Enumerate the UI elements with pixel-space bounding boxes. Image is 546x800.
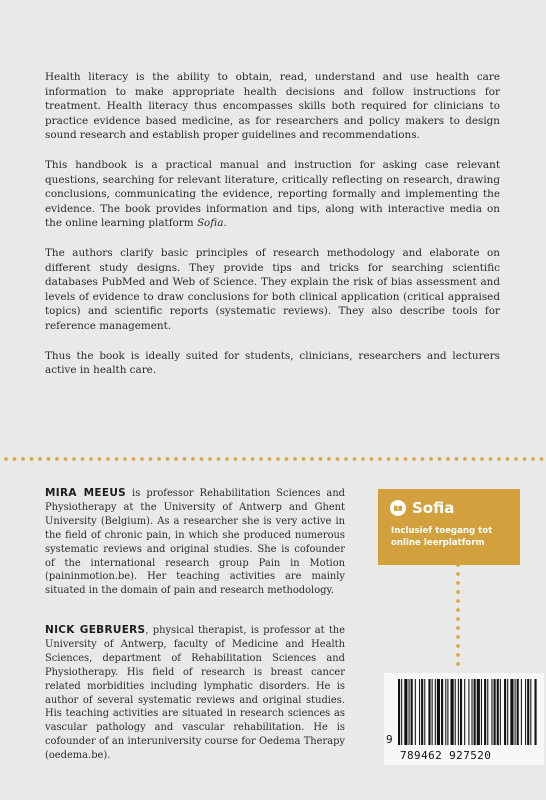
barcode-bar	[460, 679, 462, 745]
divider-dot	[140, 457, 144, 461]
divider-dot	[174, 457, 178, 461]
divider-dot	[327, 457, 331, 461]
barcode-bar	[447, 679, 448, 745]
barcode-bar	[494, 679, 496, 745]
divider-dot	[456, 644, 460, 648]
intro-paragraph-1: Health literacy is the ability to obtain, read, understand and use health care information to make appropriate health decisions and follow instructions for treatment. Health literacy thus encompasses skills both required for clinicians to practice evidence based medicine, as for researchers and policy makers to design sound research and establish proper guidelines and recommendations.	[45, 71, 500, 142]
divider-dot	[463, 457, 467, 461]
barcode-bar	[401, 679, 402, 745]
intro-paragraph-4: Thus the book is ideally suited for students, clinicians, researchers and lecturers active in health care.	[45, 349, 500, 377]
dotted-divider-vertical	[452, 560, 464, 670]
sofia-logo	[390, 499, 454, 517]
divider-dot	[395, 457, 399, 461]
barcode-bar	[464, 679, 465, 745]
barcode-bar	[432, 679, 433, 745]
barcode-lead-digit: 9	[386, 733, 393, 746]
divider-dot	[276, 457, 280, 461]
divider-dot	[523, 457, 527, 461]
divider-dot	[456, 599, 460, 603]
barcode-bar	[445, 679, 446, 745]
divider-dot	[506, 457, 510, 461]
divider-dot	[455, 457, 459, 461]
divider-dot	[456, 581, 460, 585]
barcode-bar	[468, 679, 469, 745]
divider-dot	[446, 457, 450, 461]
barcode-bar	[428, 679, 430, 745]
divider-dot	[456, 653, 460, 657]
barcode-bar	[515, 679, 516, 745]
divider-dot	[251, 457, 255, 461]
barcode-bar	[521, 679, 522, 745]
barcode-bar	[535, 679, 537, 745]
barcode-bar	[500, 679, 501, 745]
intro-paragraph-2-end: .	[223, 217, 227, 230]
barcode-bar	[458, 679, 459, 745]
barcode-bar	[404, 679, 407, 745]
intro-paragraph-2	[45, 158, 500, 231]
divider-dot	[456, 626, 460, 630]
divider-dot	[456, 608, 460, 612]
barcode-bar	[415, 679, 416, 745]
divider-dot	[353, 457, 357, 461]
sofia-logo-icon	[390, 500, 406, 516]
divider-dot	[370, 457, 374, 461]
barcode-bar	[409, 679, 410, 745]
barcode-bar	[398, 679, 400, 745]
barcode-bar	[441, 679, 443, 745]
divider-dot	[489, 457, 493, 461]
intro-paragraph-3: The authors clarify basic principles of research methodology and elaborate on different study designs. They provide tips and tricks for searching scientific databases PubMed and Web of Science. They explain the risk of bias assessment and levels of evidence to draw conclusions for both clinical application (critical appraised topics) and scientific reports (systematic reviews). They also describe tools for reference management.	[45, 246, 500, 332]
author-bio-text: is professor Rehabilitation Sciences and Physiotherapy at the University of Antwerp and Ghent University (Belgium). As a researcher she is very active in the field of chronic pain, in which she produced numerous systematic reviews and original studies. She is cofounder of the international research group Pain in Motion (paininmotion.be). Her teaching activities are mainly situated in the domain of pain and research methodology.	[45, 488, 345, 597]
divider-dot	[242, 457, 246, 461]
divider-dot	[540, 457, 544, 461]
divider-dot	[268, 457, 272, 461]
divider-dot	[13, 457, 17, 461]
divider-dot	[89, 457, 93, 461]
barcode-bar	[435, 679, 436, 745]
divider-dot	[64, 457, 68, 461]
divider-dot	[472, 457, 476, 461]
divider-dot	[302, 457, 306, 461]
barcode-bar	[530, 679, 531, 745]
divider-dot	[480, 457, 484, 461]
divider-dot	[234, 457, 238, 461]
divider-dot	[378, 457, 382, 461]
divider-dot	[429, 457, 433, 461]
author-name: MIRA MEEUS	[45, 487, 127, 499]
divider-dot	[183, 457, 187, 461]
platform-name: Sofia	[196, 217, 224, 230]
divider-dot	[497, 457, 501, 461]
divider-dot	[217, 457, 221, 461]
barcode-bar	[525, 679, 526, 745]
divider-dot	[456, 572, 460, 576]
divider-dot	[404, 457, 408, 461]
divider-dot	[412, 457, 416, 461]
divider-dot	[456, 617, 460, 621]
barcode-bar	[517, 679, 519, 745]
sofia-platform-badge	[378, 489, 520, 565]
barcode-digits: 789462 927520	[400, 749, 492, 762]
divider-dot	[456, 662, 460, 666]
divider-dot	[98, 457, 102, 461]
divider-dot	[293, 457, 297, 461]
divider-dot	[115, 457, 119, 461]
barcode-bar	[487, 679, 488, 745]
divider-dot	[132, 457, 136, 461]
barcode-bar	[504, 679, 506, 745]
divider-dot	[200, 457, 204, 461]
barcode-bar	[481, 679, 482, 745]
barcode-bar	[424, 679, 425, 745]
divider-dot	[123, 457, 127, 461]
divider-dot	[438, 457, 442, 461]
divider-dot	[4, 457, 8, 461]
divider-dot	[208, 457, 212, 461]
barcode-bar	[510, 679, 513, 745]
divider-dot	[310, 457, 314, 461]
dotted-divider-horizontal	[0, 453, 546, 465]
barcode-bar	[484, 679, 486, 745]
divider-dot	[157, 457, 161, 461]
author-bio-text: , physical therapist, is professor at the University of Antwerp, faculty of Medicine and Health Sciences, department of Rehabilitation Sciences and Physiotherapy. His field of research is breast cancer related morbidities including lymphatic disorders. He is author of several systematic reviews and original studies. His teaching activities are situated in research sciences as vascular pathology and vascular rehabilitation. He is cofounder of an interuniversity course for Oedema Therapy (oedema.be).	[45, 625, 345, 762]
barcode-bar	[477, 679, 480, 745]
author-bio-mira-meeus	[45, 487, 345, 598]
divider-dot	[344, 457, 348, 461]
divider-dot	[38, 457, 42, 461]
divider-dot	[149, 457, 153, 461]
divider-dot	[21, 457, 25, 461]
sofia-subtitle: Inclusief toegang tot online leerplatform	[391, 526, 493, 548]
barcode-bar	[507, 679, 508, 745]
divider-dot	[531, 457, 535, 461]
intro-paragraph-2-text: This handbook is a practical manual and instruction for asking case relevant questions, searching for relevant literature, critically reflecting on research, drawing conclusions, communicating the evidence, reporting formally and implementing the evidence. The book provides information and tips, along with interactive media on the online learning platform	[45, 158, 500, 230]
divider-dot	[72, 457, 76, 461]
barcode-bar	[472, 679, 473, 745]
divider-dot	[166, 457, 170, 461]
barcode-bar	[455, 679, 456, 745]
barcode-bar	[419, 679, 420, 745]
barcode-bar	[437, 679, 440, 745]
divider-dot	[456, 590, 460, 594]
divider-dot	[47, 457, 51, 461]
barcode-bar	[497, 679, 499, 745]
divider-dot	[387, 457, 391, 461]
divider-dot	[30, 457, 34, 461]
divider-dot	[319, 457, 323, 461]
divider-dot	[55, 457, 59, 461]
divider-dot	[361, 457, 365, 461]
back-cover-description	[45, 70, 500, 393]
divider-dot	[225, 457, 229, 461]
divider-dot	[106, 457, 110, 461]
divider-dot	[514, 457, 518, 461]
divider-dot	[285, 457, 289, 461]
barcode-bar	[451, 679, 454, 745]
sofia-title: Sofia	[412, 499, 455, 517]
divider-dot	[81, 457, 85, 461]
divider-dot	[421, 457, 425, 461]
author-name: NICK GEBRUERS	[45, 624, 146, 636]
divider-dot	[259, 457, 263, 461]
barcode-bar	[474, 679, 476, 745]
barcode-bar	[491, 679, 492, 745]
barcode-bar	[421, 679, 423, 745]
divider-dot	[336, 457, 340, 461]
divider-dot	[456, 635, 460, 639]
divider-dot	[191, 457, 195, 461]
barcode-bar	[527, 679, 529, 745]
barcode-bar	[411, 679, 413, 745]
isbn-barcode	[384, 673, 544, 765]
author-bio-nick-gebruers	[45, 624, 345, 763]
